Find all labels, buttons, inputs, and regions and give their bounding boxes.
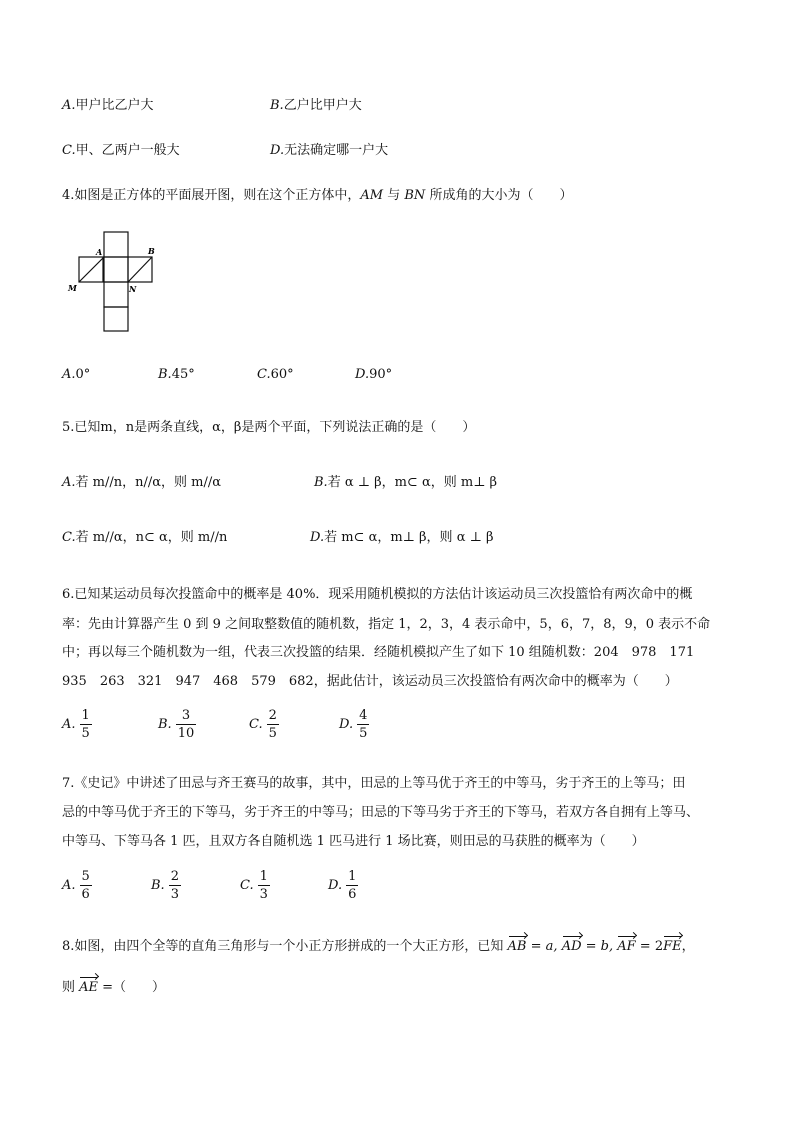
q7-option-d: D. $\frac{1}{6}$ — [328, 869, 357, 902]
q5-option-d: D.若 m⊂ α，m⊥ β，则 α ⊥ β — [310, 530, 494, 545]
cube-net-figure — [60, 225, 170, 335]
q4-option-a: A.0° — [62, 367, 91, 382]
fraction: $\frac{1}{5}$ — [81, 708, 90, 741]
diagonal-am — [79, 257, 104, 282]
fraction: $\frac{2}{5}$ — [268, 708, 277, 741]
q7-option-a: A. $\frac{5}{6}$ — [62, 869, 90, 902]
label-b: B — [148, 246, 155, 256]
fraction: $\frac{1}{3}$ — [259, 869, 268, 902]
q5-option-a: A.若 m//n，n//α，则 m//α — [62, 475, 222, 490]
q7-option-c: C. $\frac{1}{3}$ — [240, 869, 268, 902]
q3-option-d: D.无法确定哪一户大 — [270, 143, 389, 158]
q4-option-b: B.45° — [158, 367, 195, 382]
vector-ae: AE — [79, 980, 99, 995]
fraction: $\frac{5}{6}$ — [81, 869, 90, 902]
q3-option-c: C.甲、乙两户一般大 — [62, 143, 180, 158]
q6-stem-line2: 率：先由计算器产生 0 到 9 之间取整数值的随机数，指定 1，2，3，4 表示命中，5，6，7，8，9，0 表示不命 — [62, 617, 711, 632]
q6-stem-line3: 中；再以每三个随机数为一组，代表三次投篮的结果．经随机模拟产生了如下 10 组随机数：204 978 171 — [62, 645, 695, 660]
q6-option-b: B. $\frac{3}{10}$ — [158, 708, 195, 741]
q6-option-c: C. $\frac{2}{5}$ — [249, 708, 277, 741]
cube-net-lines — [79, 232, 152, 331]
q6-option-a: A. $\frac{1}{5}$ — [62, 708, 90, 741]
fraction: $\frac{4}{5}$ — [359, 708, 368, 741]
label-n: N — [129, 284, 137, 294]
label-m: M — [68, 283, 77, 293]
q8-stem-line2: 则 AE =（ ） — [62, 980, 166, 995]
vector-af: AF — [617, 939, 636, 954]
fraction: $\frac{3}{10}$ — [177, 708, 195, 741]
q4-option-d: D.90° — [355, 367, 393, 382]
q6-stem-line4: 935 263 321 947 468 579 682，据此估计，该运动员三次投篮恰有两次命中的概率为（ ） — [62, 674, 678, 689]
q7-stem-line2: 忌的中等马优于齐王的下等马，劣于齐王的中等马；田忌的下等马劣于齐王的下等马，若双方各自拥有上等马、 — [62, 805, 700, 820]
q5-option-b: B.若 α ⊥ β，m⊂ α，则 m⊥ β — [314, 475, 498, 490]
q3-option-b: B.乙户比甲户大 — [270, 98, 362, 113]
fraction: $\frac{2}{3}$ — [170, 869, 179, 902]
q5-stem: 5.已知m，n是两条直线，α，β是两个平面，下列说法正确的是（ ） — [62, 420, 476, 435]
q7-stem-line3: 中等马、下等马各 1 匹，且双方各自随机选 1 匹马进行 1 场比赛，则田忌的马获胜的概率为（ ） — [62, 834, 645, 849]
q3-option-a: A.甲户比乙户大 — [62, 98, 154, 113]
q5-option-c: C.若 m//α，n⊂ α，则 m//n — [62, 530, 228, 545]
vector-fe: FE — [663, 939, 682, 954]
q8-stem-line1: 8.如图，由四个全等的直角三角形与一个小正方形拼成的一个大正方形，已知 AB = a, AD = b, AF = 2FE， — [62, 939, 695, 954]
diagonal-bn — [128, 257, 152, 282]
vector-ad: AD — [561, 939, 582, 954]
q6-stem-line1: 6.已知某运动员每次投篮命中的概率是 40%．现采用随机模拟的方法估计该运动员三次投篮恰有两次命中的概 — [62, 587, 693, 602]
q4-stem: 4.如图是正方体的平面展开图，则在这个正方体中，AM 与 BN 所成角的大小为（ ） — [62, 188, 573, 203]
q7-option-b: B. $\frac{2}{3}$ — [151, 869, 179, 902]
vector-ab: AB — [507, 939, 527, 954]
fraction: $\frac{1}{6}$ — [348, 869, 357, 902]
label-a: A — [96, 247, 103, 257]
q7-stem-line1: 7.《史记》中讲述了田忌与齐王赛马的故事，其中，田忌的上等马优于齐王的中等马，劣于齐王的上等马；田 — [62, 776, 686, 791]
q6-option-d: D. $\frac{4}{5}$ — [339, 708, 368, 741]
q4-option-c: C.60° — [257, 367, 294, 382]
